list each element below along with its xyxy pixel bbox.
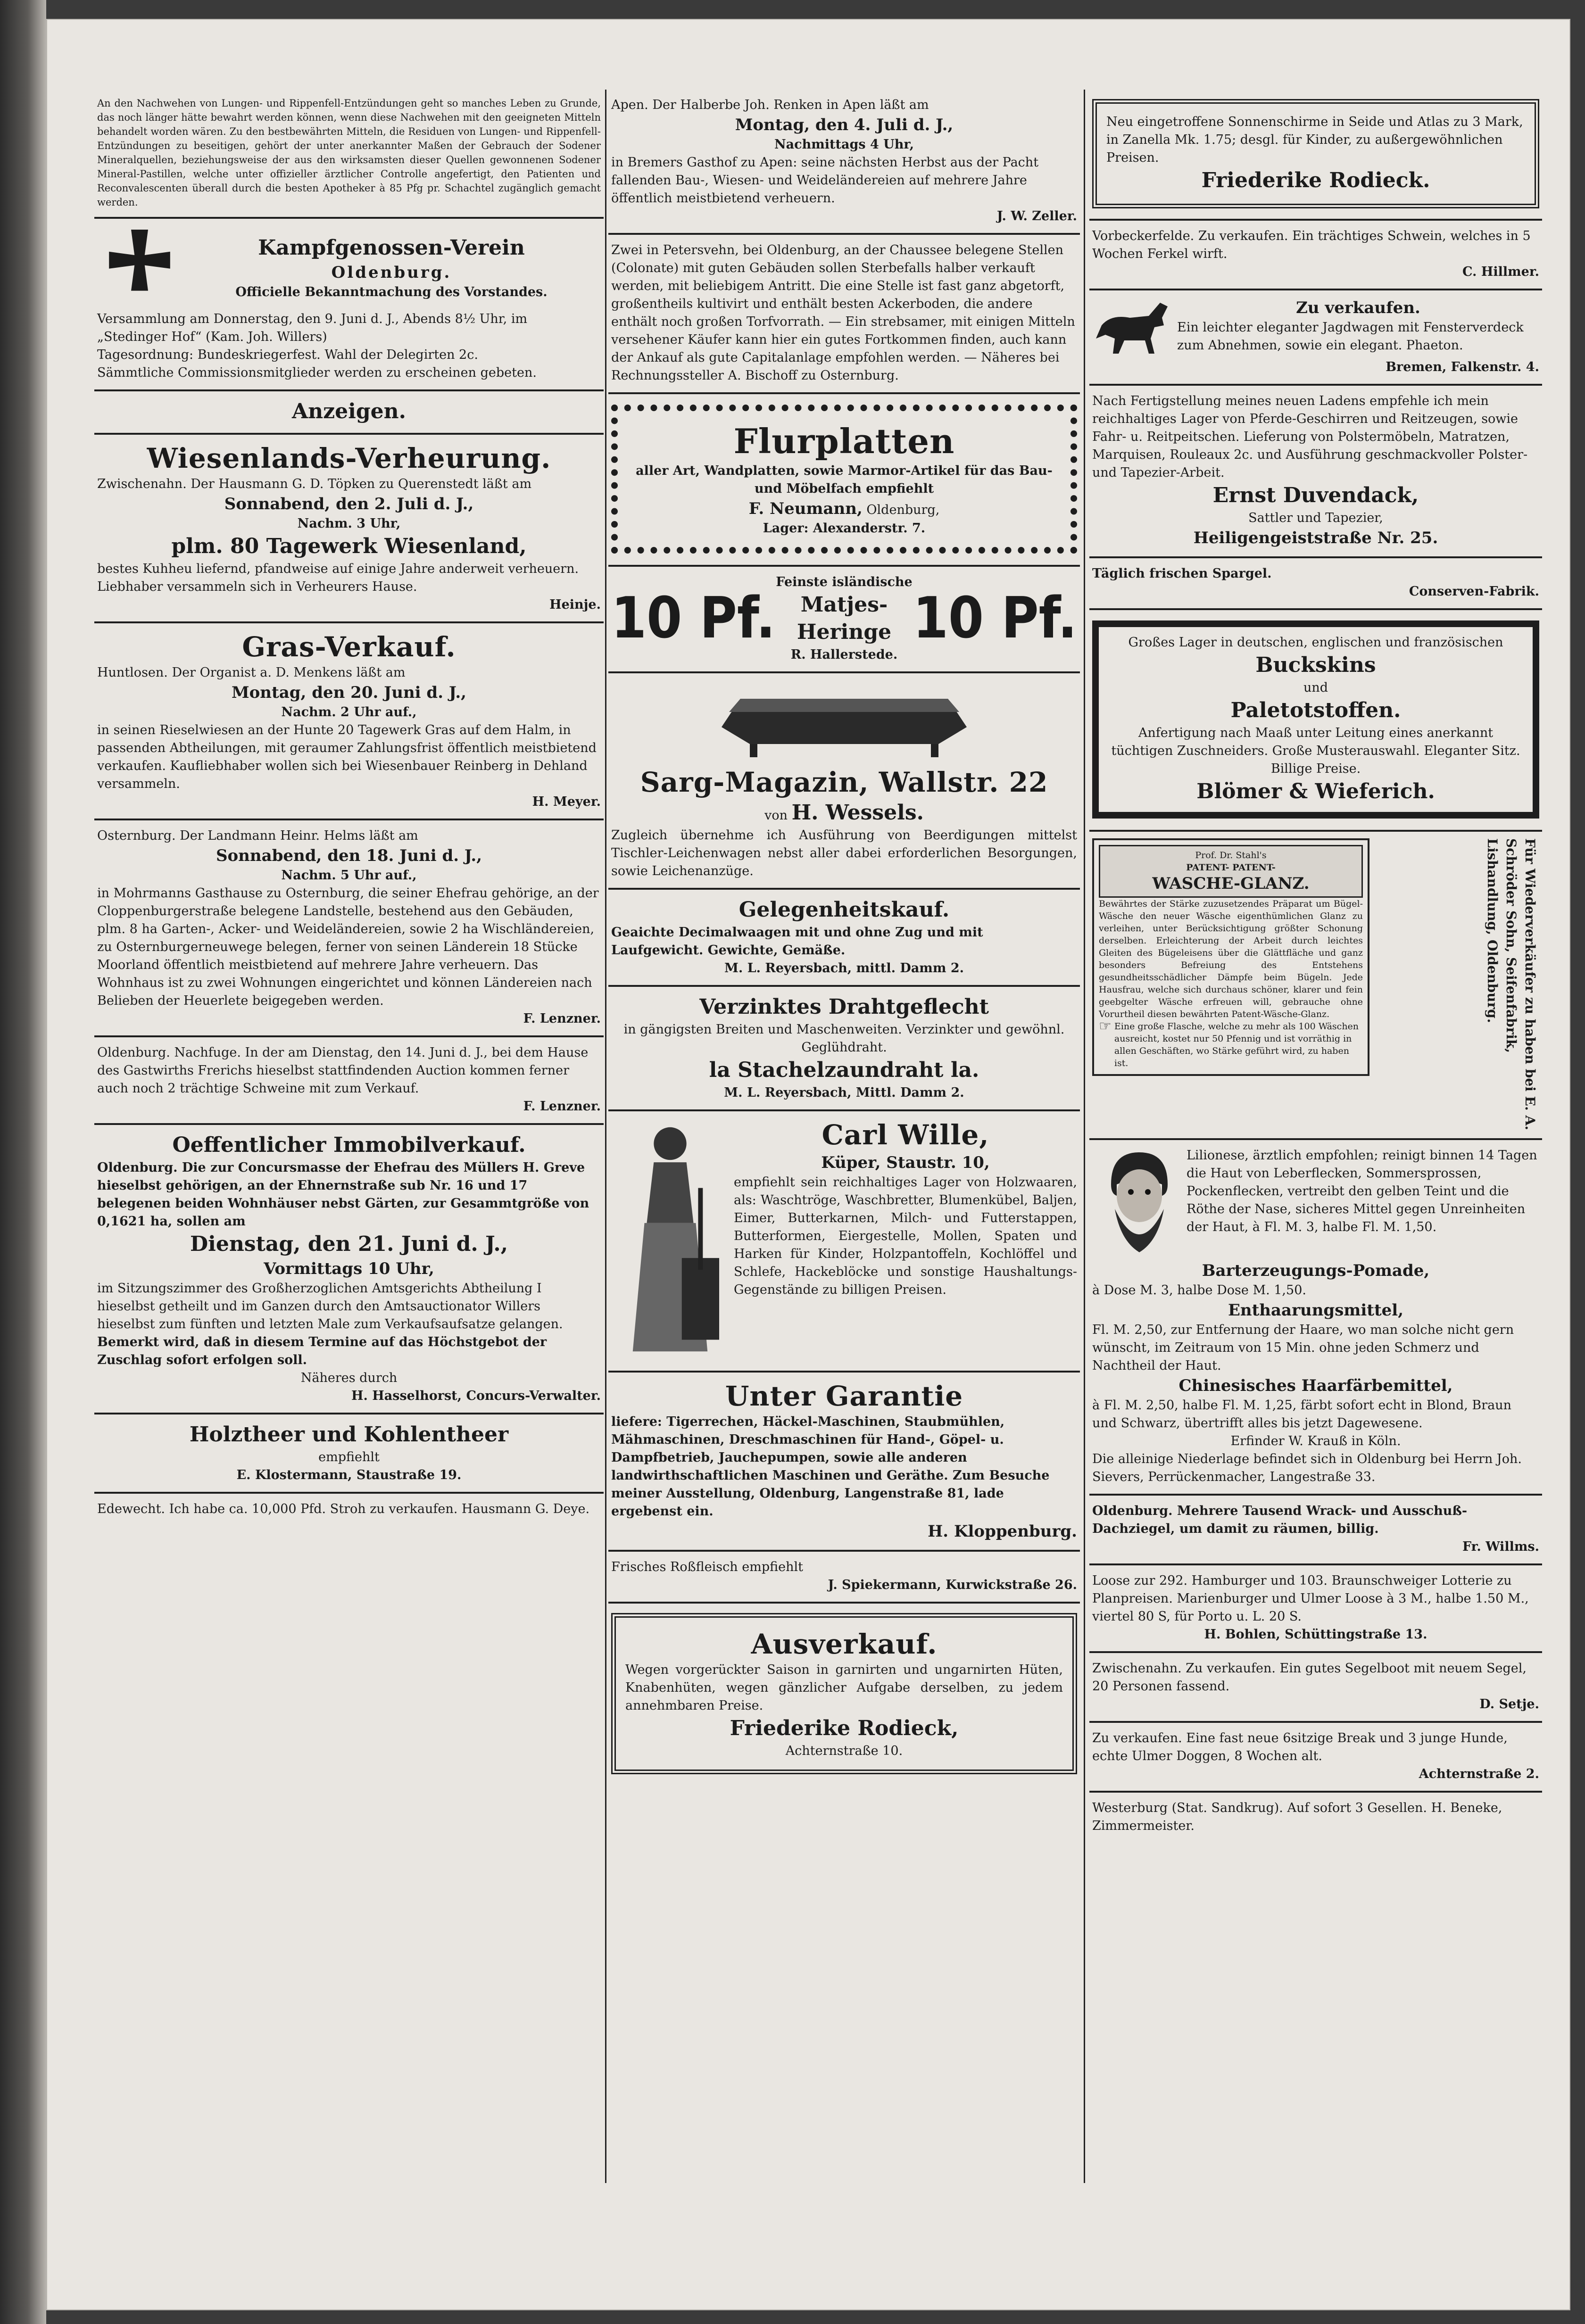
apen-body: in Bremers Gasthof zu Apen: seine nächsten Herbst aus der Pacht fallenden Bau-, Wiesen- und Weideländereien auf mehrere Jahre öffentlich meistbietend verheuern.	[611, 155, 1039, 206]
wille-title: Carl Wille,	[822, 1119, 989, 1151]
lilio-depot: Die alleinige Niederlage befindet sich in Oldenburg bei Herrn Joh. Sievers, Perrückenmacher, Langestraße 33.	[1092, 1452, 1522, 1484]
borbeck-ad	[1089, 221, 1542, 290]
jagd-title: Zu verkaufen.	[1296, 298, 1420, 317]
apen-date: Montag, den 4. Juli d. J.,	[735, 116, 954, 134]
stahl-ad	[1089, 832, 1542, 1140]
petersvehn-ad	[608, 235, 1080, 394]
book-spine	[0, 0, 46, 2324]
wiesen-sign: Heinje.	[549, 597, 601, 612]
stahl-label	[1092, 838, 1369, 1076]
holz-sign: E. Klostermann, Staustraße 19.	[236, 1468, 462, 1482]
osternburg-ad	[94, 820, 604, 1037]
matjes-top: Feinste isländische	[776, 575, 913, 589]
flur-firm: F. Neumann,	[748, 499, 863, 518]
coffin-icon	[712, 680, 976, 760]
iron-cross-icon	[97, 225, 182, 310]
immobil-title: Oeffentlicher Immobilverkauf.	[172, 1133, 526, 1157]
sonnen-firm: Friederike Rodieck.	[1201, 168, 1430, 192]
gras-intro: Huntlosen. Der Organist a. D. Menkens läßt am	[97, 665, 406, 680]
kampf-agenda: Tagesordnung: Bundeskriegerfest. Wahl der Delegirten 2c.	[97, 347, 478, 362]
duvendack-name: Ernst Duvendack,	[1212, 483, 1419, 507]
loose-body: Loose zur 292. Hamburger und 103. Braunschweiger Lotterie zu Planpreisen. Marienburger und Ulmer Loose à 3 M., halbe 1.50 M., viertel 80 S, für Porto u. L. 20 S.	[1092, 1573, 1529, 1624]
garantie-body: liefere: Tigerrechen, Häckel-Maschinen, Staubmühlen, Mähmaschinen, Dreschmaschinen für Hand-, Göpel- u. Dampfbetrieb, Jauchepumpen, sowie alle anderen landwirthschaftlichen Maschinen und Geräthe. Zum Besuche meiner Ausstellung, Oldenburg, Langenstraße 81, lade ergebenst ein.	[611, 1414, 1050, 1519]
gelegen-ad	[608, 890, 1080, 987]
buck-b2: Paletotstoffen.	[1230, 698, 1401, 722]
lilio-body3: Fl. M. 2,50, zur Entfernung der Haare, wo man solche nicht gern wünscht, im Zeitraum von 15 Min. ohne jeden Schmerz und Nachtheil der Haut.	[1092, 1323, 1514, 1373]
segel-sign: D. Setje.	[1479, 1697, 1539, 1712]
westerburg-text: Westerburg (Stat. Sandkrug). Auf sofort 3 Gesellen. H. Beneke, Zimmermeister.	[1092, 1801, 1502, 1833]
wiesen-ad	[94, 435, 604, 623]
ausverkauf-title: Ausverkauf.	[751, 1628, 938, 1660]
gras-sign: H. Meyer.	[532, 794, 601, 809]
matjes-title: Matjes-Heringe	[797, 593, 892, 644]
wiesen-title: Wiesenlands-Verheurung.	[147, 442, 551, 474]
osternburg-sign: F. Lenzner.	[523, 1011, 601, 1026]
nachfuge-sign: F. Lenzner.	[523, 1099, 601, 1114]
buckskins-ad	[1089, 610, 1542, 832]
ausverkauf-ad	[608, 1604, 1080, 1785]
petersvehn-body: Zwei in Petersvehn, bei Oldenburg, an der Chaussee belegene Stellen (Colonate) mit guten Gebäuden sollen Sterbefalls halber verkauft werden, mit beliebigem Antritt. Die eine Stelle ist fast ganz abgetorft, großentheils kultivirt und enthält besten Ackerboden, die andere enthält noch großen Torfvorrath. — Ein strebsamer, mit einigen Mitteln versehener Käufer kann hier ein gutes Fortkommen finden, auch kann der Ankauf als gute Capitalanlage empfohlen werden. — Näheres bei Rechnungssteller A. Bischoff zu Osternburg.	[611, 243, 1075, 383]
holz-ad	[94, 1414, 604, 1494]
ausverkauf-body: Wegen vorgerückter Saison in garnirten und ungarnirten Hüten, Knabenhüten, wegen gänzlicher Aufgabe derselben, zu jedem annehmbaren Preise.	[625, 1662, 1063, 1713]
lilio-t3: Enthaarungsmittel,	[1228, 1301, 1404, 1320]
garantie-ad	[608, 1373, 1080, 1552]
jagd-ad	[1089, 290, 1542, 386]
ausverkauf-addr: Achternstraße 10.	[785, 1744, 903, 1758]
segel-body: Zwischenahn. Zu verkaufen. Ein gutes Segelboot mit neuem Segel, 20 Personen fassend.	[1092, 1661, 1527, 1694]
flur-body: aller Art, Wandplatten, sowie Marmor-Artikel für das Bau- und Möbelfach empfiehlt	[636, 463, 1053, 496]
immobil-ad	[94, 1125, 604, 1414]
kampf-sub: Officielle Bekanntmachung des Vorstandes.	[235, 285, 548, 299]
borbeck-sign: C. Hillmer.	[1462, 265, 1539, 279]
stahl-head2: PATENT- PATENT-	[1186, 862, 1276, 873]
wille-ad	[608, 1111, 1080, 1373]
matjes-sign: R. Hallerstede.	[790, 647, 898, 662]
hunde-body: Zu verkaufen. Eine fast neue 6sitzige Break und 3 junge Hunde, echte Ulmer Doggen, 8 Wochen alt.	[1092, 1731, 1508, 1763]
hunde-ad	[1089, 1723, 1542, 1793]
loose-sign: H. Bohlen, Schüttingstraße 13.	[1204, 1627, 1427, 1642]
ross-body: Frisches Roßfleisch empfiehlt	[611, 1560, 803, 1574]
sarg-von: von	[764, 808, 788, 823]
osternburg-date: Sonnabend, den 18. Juni d. J.,	[216, 846, 482, 865]
ausverkauf-firm: Friederike Rodieck,	[730, 1716, 959, 1740]
holz-title: Holztheer und Kohlentheer	[189, 1423, 509, 1447]
willms-body: Oldenburg. Mehrere Tausend Wrack- und Ausschuß-Dachziegel, um damit zu räumen, billig.	[1092, 1504, 1468, 1536]
gras-body: in seinen Rieselwiesen an der Hunte 20 Tagewerk Gras auf dem Halm, in passenden Abtheilungen, mit geraumer Zahlungsfrist öffentlich meistbietend verkaufen. Kaufliebhaber wollen sich bei Wiesenbauer Reinberg in Dehland versammeln.	[97, 723, 597, 791]
stahl-header	[1099, 845, 1363, 898]
apen-sign: J. W. Zeller.	[996, 209, 1077, 223]
lung-ad	[94, 90, 604, 219]
buck-firm: Blömer & Wieferich.	[1196, 779, 1435, 803]
immobil-time: Vormittags 10 Uhr,	[264, 1259, 434, 1278]
spargel-body: Täglich frischen Spargel.	[1092, 566, 1272, 581]
nachfuge-body: Oldenburg. Nachfuge. In der am Dienstag, den 14. Juni d. J., bei dem Hause des Gastwirths Frerichs hieselbst stattfindenden Auction kommen ferner auch noch 2 trächtige Schweine mit zum Verkauf.	[97, 1045, 589, 1096]
spargel-sign: Conserven-Fabrik.	[1409, 584, 1539, 599]
westerburg-ad	[1089, 1793, 1542, 1843]
edewecht-ad	[94, 1494, 604, 1526]
column-1	[94, 90, 604, 1526]
wiesen-time: Nachm. 3 Uhr,	[297, 516, 401, 531]
jagd-sign: Bremen, Falkenstr. 4.	[1386, 360, 1539, 374]
spargel-ad	[1089, 558, 1542, 610]
immobil-sign: H. Hasselhorst, Concurs-Verwalter.	[351, 1389, 601, 1403]
flur-title: Flurplatten	[733, 421, 955, 461]
ross-sign: J. Spiekermann, Kurwickstraße 26.	[828, 1578, 1077, 1592]
sonnen-ad	[1089, 90, 1542, 221]
osternburg-intro: Osternburg. Der Landmann Heinr. Helms läßt am	[97, 828, 418, 843]
column-rule	[605, 90, 606, 2183]
buck-body: Anfertigung nach Maaß unter Leitung eines anerkannt tüchtigen Zuschneiders. Große Musterauswahl. Eleganter Sitz. Billige Preise.	[1111, 726, 1520, 776]
gras-title: Gras-Verkauf.	[242, 631, 456, 663]
lilio-body1: Lilionese, ärztlich empfohlen; reinigt binnen 14 Tagen die Haut von Leberflecken, Sommersprossen, Pockenflecken, vertreibt den gelben Teint und die Röthe der Nase, sicheres Mittel gegen Unreinheiten der Haut, à Fl. M. 3, halbe Fl. M. 1,50.	[1187, 1148, 1537, 1234]
wiesen-amount: plm. 80 Tagewerk Wiesenland,	[171, 534, 527, 558]
column-rule	[1084, 90, 1085, 2183]
kampfgenossen-ad	[94, 219, 604, 391]
ausverkauf-frame	[611, 1613, 1077, 1774]
wiesen-intro: Zwischenahn. Der Hausmann G. D. Töpken zu Querenstedt läßt am	[97, 477, 532, 491]
lung-ad-text: An den Nachwehen von Lungen- und Rippenfell-Entzündungen geht so manches Leben zu Grunde, das noch länger hätte bewahrt werden können, wenn diese Nachwehen mit den geeigneten Mitteln behandelt worden wären. Zu den bestbewährten Mitteln, die Residuen von Lungen- und Rippenfell-Entzündungen zu beseitigen, gehört der unter anerkannter Maßen der Gebrauch der Sodener Mineralquellen, beziehungsweise der aus den wirksamsten dieser Quellen gewonnenen Sodener Mineral-Pastillen, welche unter offizieller ärztlicher Controlle angefertigt, den Patienten und Reconvalescenten überall durch die besten Apotheker à 85 Pfg pr. Schachtel zugänglich gemacht werden.	[97, 98, 601, 208]
osternburg-time: Nachm. 5 Uhr auf.,	[281, 868, 417, 883]
immobil-body: Oldenburg. Die zur Concursmasse der Ehefrau des Müllers H. Greve hieselbst gehörigen, an der Ehnernstraße sub Nr. 16 und 17 belegenen beiden Wohnhäuser nebst Gärten, zur Gesammtgröße von 0,1621 ha, sollen am	[97, 1160, 589, 1229]
flurplatten-ad	[608, 394, 1080, 567]
stahl-body: Bewährtes der Stärke zuzusetzendes Präparat um Bügel-Wäsche den neuer Wäsche eigenthümlichen Glanz zu verleihen, unter Berücksichtigung größter Schonung derselben. Erleichterung der Arbeit durch leichtes Gleiten des Bügeleisens über die Glättfläche und ganz besonders Befreiung des Entstehens gesundheitsschädlicher Dämpfe beim Bügeln. Jede Hausfrau, welche sich durchaus schöner, klarer und fein geebgelter Wäsche erfreuen will, gebrauche ohne Vorurtheil diesen bewährten Patent-Wäsche-Glanz.	[1099, 899, 1363, 1019]
lilio-body2: à Dose M. 3, halbe Dose M. 1,50.	[1092, 1283, 1306, 1298]
man-portrait-icon	[1092, 1147, 1187, 1260]
lilio-t4: Chinesisches Haarfärbemittel,	[1178, 1376, 1453, 1395]
immobil-body2: im Sitzungszimmer des Großherzoglichen Amtsgerichts Abtheilung I hieselbst getheilt und im Ganzen durch den Amtsauctionator Willers hieselbst zum fünften und letzten Male zum Verkaufsaufsatze gelangen.	[97, 1281, 563, 1332]
willms-sign: Fr. Willms.	[1462, 1539, 1539, 1554]
stahl-head1: Prof. Dr. Stahl's	[1195, 850, 1267, 860]
wiesen-date: Sonnabend, den 2. Juli d. J.,	[224, 495, 474, 513]
hunde-sign: Achternstraße 2.	[1419, 1767, 1539, 1781]
draht-title: Verzinktes Drahtgeflecht	[699, 995, 989, 1019]
kampf-city: Oldenburg.	[331, 263, 452, 282]
sarg-ad	[608, 673, 1080, 890]
matjes-price-right: 10 Pf.	[913, 586, 1077, 651]
sarg-name: H. Wessels.	[791, 801, 924, 825]
segel-ad	[1089, 1653, 1542, 1723]
garantie-sign: H. Kloppenburg.	[928, 1522, 1077, 1541]
kampf-title: Kampfgenossen-Verein	[258, 236, 525, 260]
osternburg-body: in Mohrmanns Gasthause zu Osternburg, die seiner Ehefrau gehörige, an der Cloppenburgerstraße belegene Landstelle, bestehend aus den Gebäuden, plm. 8 ha Garten-, Acker- und Weideländereien, sowie 2 ha Wischländereien, zu Osternburgerneuwege belegen, ferner von seinen Länderein 18 Stücke Moorland öffentlich meistbietend auf mehrere Jahre verheuern. Das Wohnhaus ist zu zwei Wohnungen eingerichtet und können Ländereien nach Belieben der Heuerlete beigegeben werden.	[97, 886, 599, 1008]
duvendack-ad	[1089, 386, 1542, 558]
willms-ad	[1089, 1496, 1542, 1565]
gras-ad	[94, 623, 604, 820]
matjes-ad	[608, 567, 1080, 673]
loose-ad	[1089, 1565, 1542, 1653]
kampf-body: Versammlung am Donnerstag, den 9. Juni d. J., Abends 8½ Uhr, im „Stedinger Hof“ (Kam. Joh. Willers)	[97, 312, 528, 344]
buck-intro: Großes Lager in deutschen, englischen und französischen	[1128, 635, 1503, 650]
nachfuge-ad	[94, 1037, 604, 1125]
duvendack-sub: Sattler und Tapezier,	[1248, 511, 1383, 525]
flur-lager: Lager: Alexanderstr. 7.	[763, 521, 926, 536]
buck-b1: Buckskins	[1255, 653, 1376, 677]
draht-body: in gängigsten Breiten und Maschenweiten. Verzinkter und gewöhnl. Geglühdraht.	[623, 1022, 1065, 1055]
edewecht-text: Edewecht. Ich habe ca. 10,000 Pfd. Stroh zu verkaufen. Hausmann G. Deye.	[97, 1502, 590, 1516]
stahl-side: Für Wiederverkäufer zu haben bei E. A. Schröder Sohn, Seifenfabrik, Lishandlung, Oldenburg.	[1485, 838, 1538, 1130]
jagd-body: Ein leichter eleganter Jagdwagen mit Fensterverdeck zum Abnehmen, sowie ein elegant. Phaeton.	[1177, 320, 1524, 353]
woman-churning-icon	[611, 1118, 729, 1363]
immobil-note: Bemerkt wird, daß in diesem Termine auf das Höchstgebot der Zuschlag sofort erfolgen soll.	[97, 1335, 547, 1367]
borbeck-body: Vorbeckerfelde. Zu verkaufen. Ein trächtiges Schwein, welches in 5 Wochen Ferkel wirft.	[1092, 229, 1531, 261]
draht-ad	[608, 987, 1080, 1111]
anzeigen-heading-box	[94, 391, 604, 435]
gelegen-body: Geaichte Decimalwaagen mit und ohne Zug und mit Laufgewicht. Gewichte, Gemäße.	[611, 925, 983, 958]
column-2	[608, 90, 1080, 1785]
wille-body: empfiehlt sein reichhaltiges Lager von Holzwaaren, als: Waschtröge, Waschbretter, Blumenkübel, Baljen, Eimer, Butterkarnen, Milch- und Futterstappen, Butterformen, Eiergestelle, Mollen, Spaten und Harken für Kinder, Holzpantoffeln, Kochlöffel und Schlefe, Hackeblöcke und sonstige Haushaltungs-Gegenstände zu billigen Preisen.	[734, 1175, 1077, 1297]
matjes-price-left: 10 Pf.	[611, 586, 776, 651]
stahl-head3: WASCHE-GLANZ.	[1152, 874, 1310, 893]
duvendack-addr: Heiligengeiststraße Nr. 25.	[1193, 529, 1438, 547]
draht-big: la Stachelzaundraht la.	[709, 1058, 979, 1082]
sonnen-frame	[1092, 99, 1539, 208]
gelegen-sign: M. L. Reyersbach, mittl. Damm 2.	[724, 961, 964, 976]
kampf-note: Sämmtliche Commissionsmitglieder werden zu erscheinen gebeten.	[97, 365, 537, 380]
flurplatten-frame	[611, 405, 1077, 554]
flur-city: Oldenburg,	[866, 503, 940, 517]
garantie-title: Unter Garantie	[725, 1380, 963, 1412]
lilio-t2: Barterzeugungs-Pomade,	[1202, 1261, 1430, 1280]
apen-intro: Apen. Der Halberbe Joh. Renken in Apen läßt am	[611, 98, 929, 112]
sarg-title: Sarg-Magazin, Wallstr. 22	[640, 766, 1048, 798]
sonnen-body: Neu eingetroffene Sonnenschirme in Seide und Atlas zu 3 Mark, in Zanella Mk. 1.75; desgl. für Kinder, zu außergewöhnlichen Preisen.	[1106, 115, 1523, 165]
immobil-naheres: Näheres durch	[300, 1371, 398, 1385]
ross-ad	[608, 1552, 1080, 1604]
apen-time: Nachmittags 4 Uhr,	[774, 137, 914, 152]
holz-sub: empfiehlt	[318, 1450, 380, 1464]
duvendack-body: Nach Fertigstellung meines neuen Ladens empfehle ich mein reichhaltiges Lager von Pferde-Geschirren und Reitzeugen, sowie Fahr- u. Reitpeitschen. Lieferung von Polstermöbeln, Matratzen, Marquisen, Rouleaux 2c. und Ausführung geschmackvoller Polster- und Tapezier-Arbeit.	[1092, 394, 1528, 480]
lilio-maker: Erfinder W. Krauß in Köln.	[1230, 1434, 1401, 1448]
gras-time: Nachm. 2 Uhr auf.,	[281, 705, 417, 720]
column-3	[1089, 90, 1542, 1843]
buck-und: und	[1303, 680, 1328, 695]
buckskins-frame	[1092, 620, 1539, 819]
lilio-body4: à Fl. M. 2,50, halbe Fl. M. 1,25, färbt sofort echt in Blond, Braun und Schwarz, übertrifft alles bis jetzt Dagewesene.	[1092, 1398, 1512, 1431]
wiesen-body: bestes Kuhheu liefernd, pfandweise auf einige Jahre anderweit verheuern. Liebhaber versammeln sich in Verheurers Hause.	[97, 562, 579, 594]
immobil-date: Dienstag, den 21. Juni d. J.,	[190, 1232, 508, 1256]
lilionese-ad	[1089, 1140, 1542, 1496]
draht-sign: M. L. Reyersbach, Mittl. Damm 2.	[724, 1085, 964, 1100]
stahl-bottle: Eine große Flasche, welche zu mehr als 100 Wäschen ausreicht, kostet nur 50 Pfennig und ist vorräthig in allen Geschäften, wo Stärke geführt wird, zu haben ist.	[1114, 1021, 1359, 1068]
gelegen-title: Gelegenheitskauf.	[739, 898, 950, 922]
apen-ad	[608, 90, 1080, 235]
sarg-body: Zugleich übernehme ich Ausführung von Beerdigungen mittelst Tischler-Leichenwagen nebst aller dabei erforderlichen Besorgungen, sowie Leichenanzüge.	[611, 828, 1077, 878]
wille-addr: Küper, Staustr. 10,	[821, 1153, 990, 1172]
hand-pointer-icon: ☞	[1099, 1018, 1112, 1034]
horse-icon	[1092, 297, 1177, 358]
anzeigen-heading: Anzeigen.	[292, 399, 406, 423]
gras-date: Montag, den 20. Juni d. J.,	[231, 683, 466, 702]
